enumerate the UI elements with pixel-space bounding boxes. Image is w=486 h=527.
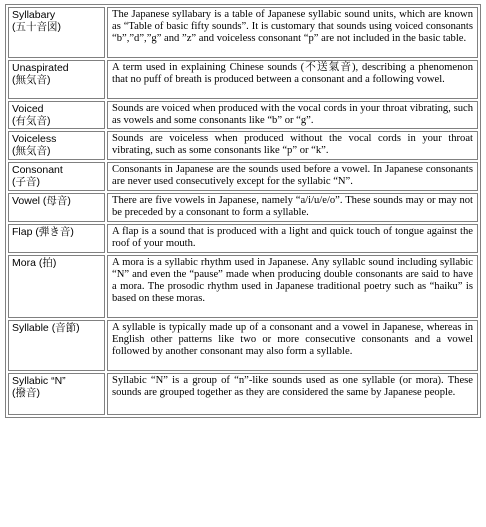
- glossary-row-syllabic-n: [8, 373, 478, 415]
- term-japanese: (五十音図): [12, 21, 61, 33]
- definition-cell: The Japanese syllabary is a table of Japanese syllabic sound units, which are known as “Table of basic fifty sounds”. It is customary that sounds using voiced consonants “b”,”d”,”g” and ”z” and voiceless consonant “p” are not included in the basic table.: [107, 7, 478, 58]
- term-cell: [8, 255, 105, 318]
- glossary-row-unaspirated: [8, 60, 478, 99]
- glossary-row-voiceless: [8, 131, 478, 160]
- definition-cell: Sounds are voiceless when produced without the vocal cords in your throat vibrating, such as some consonants like “p” or “k”.: [107, 131, 478, 160]
- term-cell: [8, 131, 105, 160]
- term-cell: [8, 320, 105, 371]
- term-label: Vowel (母音): [12, 195, 71, 207]
- glossary-row-voiced: [8, 101, 478, 129]
- definition-cell: Syllabic “N” is a group of “n”-like sounds used as one syllable (or mora). These sounds are grouped together as they are considered the same by Japanese people.: [107, 373, 478, 415]
- definition-cell: Sounds are voiced when produced with the vocal cords in your throat vibrating, such as vowels and some consonants like “b” or “g”.: [107, 101, 478, 129]
- glossary-table: [5, 4, 481, 418]
- term-label: Syllabary: [12, 9, 56, 21]
- term-cell: [8, 193, 105, 222]
- term-label: Unaspirated: [12, 62, 69, 74]
- glossary-row-consonant: [8, 162, 478, 191]
- term-japanese: (無気音): [12, 145, 51, 157]
- term-japanese: (無気音): [12, 74, 51, 86]
- term-cell: [8, 60, 105, 99]
- term-japanese: (子音): [12, 176, 40, 188]
- term-japanese: (撥音): [12, 387, 40, 399]
- term-label: Voiceless: [12, 133, 57, 145]
- term-cell: [8, 373, 105, 415]
- glossary-row-mora: [8, 255, 478, 318]
- glossary-row-flap: [8, 224, 478, 253]
- term-label: Consonant: [12, 164, 63, 176]
- glossary-row-syllable: [8, 320, 478, 371]
- term-label: Flap (弾き音): [12, 226, 74, 238]
- definition-cell: A flap is a sound that is produced with a light and quick touch of tongue against the roof of your mouth.: [107, 224, 478, 253]
- term-label: Voiced: [12, 103, 44, 115]
- definition-cell: Consonants in Japanese are the sounds used before a vowel. In Japanese consonants are never used consecutively except for the syllabic “N”.: [107, 162, 478, 191]
- term-cell: [8, 101, 105, 129]
- term-label: Syllabic “N”: [12, 375, 66, 387]
- term-label: Syllable (音節): [12, 322, 80, 334]
- term-japanese: (有気音): [12, 115, 51, 127]
- glossary-row-vowel: [8, 193, 478, 222]
- glossary-row-syllabary: [8, 7, 478, 58]
- definition-cell: A syllable is typically made up of a consonant and a vowel in Japanese, whereas in English other patterns like two or more consecutive consonants and a vowel followed by another consonant may also form a syllable.: [107, 320, 478, 371]
- term-cell: [8, 224, 105, 253]
- definition-cell: There are five vowels in Japanese, namely “a/i/u/e/o”. These sounds may or may not be preceded by a consonant to form a syllable.: [107, 193, 478, 222]
- term-cell: [8, 162, 105, 191]
- term-label: Mora (拍): [12, 257, 57, 269]
- term-cell: [8, 7, 105, 58]
- definition-cell: A term used in explaining Chinese sounds (不送氣音), describing a phenomenon that no puff of breath is produced between a consonant and a following vowel.: [107, 60, 478, 99]
- definition-cell: A mora is a syllabic rhythm used in Japanese. Any syllablc sound including syllabic “N” and even the “pause” made when producing double consonants are said to have a mora. The prosodic rhythm used in Japanese traditional poetry such as “haiku” is based on these moras.: [107, 255, 478, 318]
